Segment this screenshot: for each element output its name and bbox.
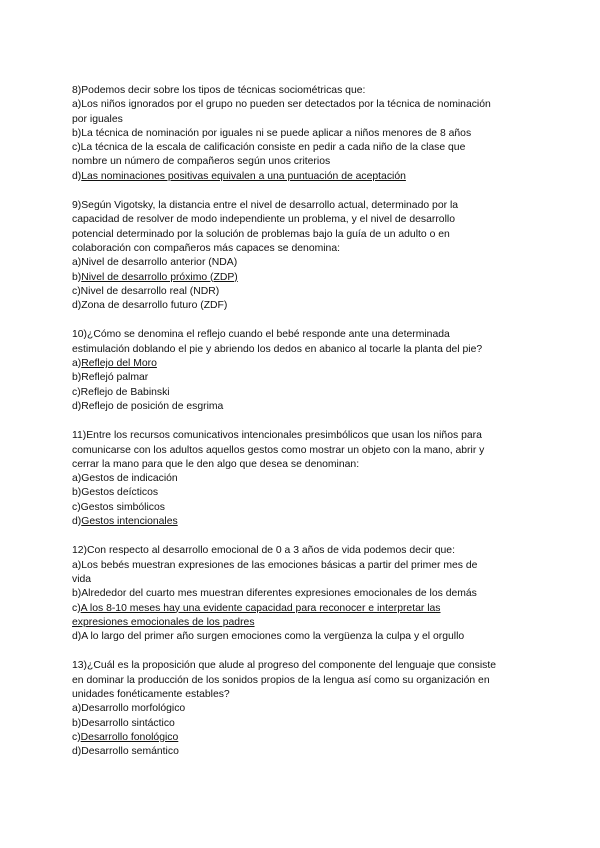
answer-option-line bbox=[72, 98, 532, 112]
option-letter: d) bbox=[72, 170, 82, 182]
answer-option-line bbox=[72, 573, 532, 587]
option-text: vida bbox=[72, 573, 92, 585]
correct-answer-text: Reflejo del Moro bbox=[81, 358, 157, 370]
answer-option-line bbox=[72, 630, 532, 644]
option-letter: c) bbox=[72, 386, 81, 398]
option-letter: d) bbox=[72, 300, 82, 312]
option-text: Gestos deícticos bbox=[81, 487, 159, 499]
option-text: Reflejo de Babinski bbox=[80, 386, 170, 398]
question-stem-line: 11)Entre los recursos comunicativos intencionales presimbólicos que usan los niños para bbox=[72, 430, 482, 442]
option-text: Desarrollo semántico bbox=[81, 746, 179, 758]
option-text: Nivel de desarrollo real (NDR) bbox=[80, 285, 220, 297]
question-stem-line: 13)¿Cuál es la proposición que alude al progreso del componente del lenguaje que consiste bbox=[72, 660, 496, 672]
correct-answer-text: Gestos intencionales bbox=[81, 516, 178, 528]
question-list bbox=[72, 84, 532, 774]
answer-option-line bbox=[72, 472, 532, 486]
option-letter: b) bbox=[72, 717, 82, 729]
answer-option-line bbox=[72, 285, 532, 299]
option-letter: a) bbox=[72, 257, 82, 269]
answer-option-line bbox=[72, 702, 532, 716]
option-text: Reflejó palmar bbox=[81, 372, 149, 384]
question-stem-line: 12)Con respecto al desarrollo emocional de 0 a 3 años de vida podemos decir que: bbox=[72, 545, 455, 557]
answer-option-line bbox=[72, 559, 532, 573]
question-stem-line: unidades fonéticamente estables? bbox=[72, 688, 230, 700]
answer-option-line bbox=[72, 602, 532, 616]
question-stem-line: 10)¿Cómo se denomina el reflejo cuando el bebé responde ante una determinada bbox=[72, 329, 450, 341]
option-letter: b) bbox=[72, 372, 82, 384]
option-text: Desarrollo sintáctico bbox=[81, 717, 175, 729]
answer-option-line bbox=[72, 515, 532, 529]
question-stem-line: 8)Podemos decir sobre los tipos de técnicas sociométricas que: bbox=[72, 85, 366, 96]
question-stem-line: en dominar la producción de los sonidos propios de la lengua así como su organización en bbox=[72, 674, 490, 686]
option-text: Los niños ignorados por el grupo no pueden ser detectados por la técnica de nominación bbox=[81, 99, 491, 111]
answer-option-line bbox=[72, 386, 532, 400]
answer-option-line bbox=[72, 357, 532, 371]
correct-answer-text: Las nominaciones positivas equivalen a una puntuación de aceptación bbox=[81, 170, 406, 182]
option-letter: d) bbox=[72, 631, 82, 643]
question-block bbox=[72, 199, 532, 313]
option-text: Los bebés muestran expresiones de las emociones básicas a partir del primer mes de bbox=[81, 559, 478, 571]
question-stem-line: comunicarse con los adultos aquellos gestos como mostrar un objeto con la mano, abrir y bbox=[72, 444, 485, 456]
question-stem-line: colaboración con compañeros más capaces se denomina: bbox=[72, 242, 341, 254]
option-letter: b) bbox=[72, 487, 82, 499]
option-letter: d) bbox=[72, 746, 82, 758]
answer-option-line bbox=[72, 371, 532, 385]
question-stem-line: potencial determinado por la solución de problemas bajo la guía de un adulto o en bbox=[72, 228, 450, 240]
option-text: Nivel de desarrollo anterior (NDA) bbox=[81, 257, 238, 269]
answer-option-line bbox=[72, 717, 532, 731]
answer-option-line bbox=[72, 155, 532, 169]
question-block bbox=[72, 429, 532, 529]
question-block bbox=[72, 328, 532, 414]
option-letter: d) bbox=[72, 516, 82, 528]
question-stem-line: estimulación doblando el pie y abriendo los dedos en abanico al tocarle la planta del pie? bbox=[72, 343, 483, 355]
question-block bbox=[72, 659, 532, 759]
option-text: Reflejo de posición de esgrima bbox=[81, 400, 224, 412]
answer-option-line bbox=[72, 745, 532, 759]
option-letter: a) bbox=[72, 99, 82, 111]
question-stem-line: cerrar la mano para que le den algo que desea se denominan: bbox=[72, 458, 360, 470]
answer-option-line bbox=[72, 127, 532, 141]
answer-option-line bbox=[72, 141, 532, 155]
answer-option-line bbox=[72, 731, 532, 745]
option-letter: a) bbox=[72, 358, 82, 370]
correct-answer-text: Nivel de desarrollo próximo (ZDP) bbox=[81, 271, 238, 283]
correct-answer-text: Desarrollo fonológico bbox=[80, 731, 179, 743]
option-text: Zona de desarrollo futuro (ZDF) bbox=[81, 300, 228, 312]
option-letter: c) bbox=[72, 602, 81, 614]
option-letter: b) bbox=[72, 271, 82, 283]
option-text: Gestos de indicación bbox=[81, 473, 178, 485]
option-text: La técnica de la escala de calificación consiste en pedir a cada niño de la clase que bbox=[80, 142, 466, 154]
answer-option-line bbox=[72, 113, 532, 127]
question-stem-line: capacidad de resolver de modo independiente un problema, y el nivel de desarrollo bbox=[72, 214, 455, 226]
answer-option-line bbox=[72, 256, 532, 270]
option-text: nombre un número de compañeros según unos criterios bbox=[72, 156, 331, 168]
answer-option-line bbox=[72, 587, 532, 601]
answer-option-line bbox=[72, 170, 532, 184]
answer-option-line bbox=[72, 400, 532, 414]
option-letter: a) bbox=[72, 703, 82, 715]
option-text: A lo largo del primer año surgen emociones como la vergüenza la culpa y el orgullo bbox=[81, 631, 465, 643]
question-stem-line: 9)Según Vigotsky, la distancia entre el nivel de desarrollo actual, determinado por la bbox=[72, 200, 459, 212]
option-text: La técnica de nominación por iguales ni se puede aplicar a niños menores de 8 años bbox=[81, 127, 472, 139]
option-letter: c) bbox=[72, 142, 81, 154]
option-text: Desarrollo morfológico bbox=[81, 703, 186, 715]
option-letter: c) bbox=[72, 501, 81, 513]
option-text: por iguales bbox=[72, 113, 123, 125]
option-letter: b) bbox=[72, 127, 82, 139]
answer-option-line bbox=[72, 299, 532, 313]
answer-option-line bbox=[72, 271, 532, 285]
question-block bbox=[72, 544, 532, 644]
answer-option-line bbox=[72, 501, 532, 515]
option-text: Gestos simbólicos bbox=[80, 501, 165, 513]
option-text: Alrededor del cuarto mes muestran diferentes expresiones emocionales de los demás bbox=[81, 588, 477, 600]
option-letter: b) bbox=[72, 588, 82, 600]
option-letter: a) bbox=[72, 473, 82, 485]
option-letter: c) bbox=[72, 731, 81, 743]
option-letter: d) bbox=[72, 400, 82, 412]
option-letter: c) bbox=[72, 285, 81, 297]
correct-answer-text: expresiones emocionales de los padres bbox=[72, 616, 255, 628]
question-block bbox=[72, 84, 532, 184]
answer-option-line bbox=[72, 486, 532, 500]
correct-answer-text: A los 8-10 meses hay una evidente capacidad para reconocer e interpretar las bbox=[80, 602, 441, 614]
option-letter: a) bbox=[72, 559, 82, 571]
answer-option-line bbox=[72, 616, 532, 630]
